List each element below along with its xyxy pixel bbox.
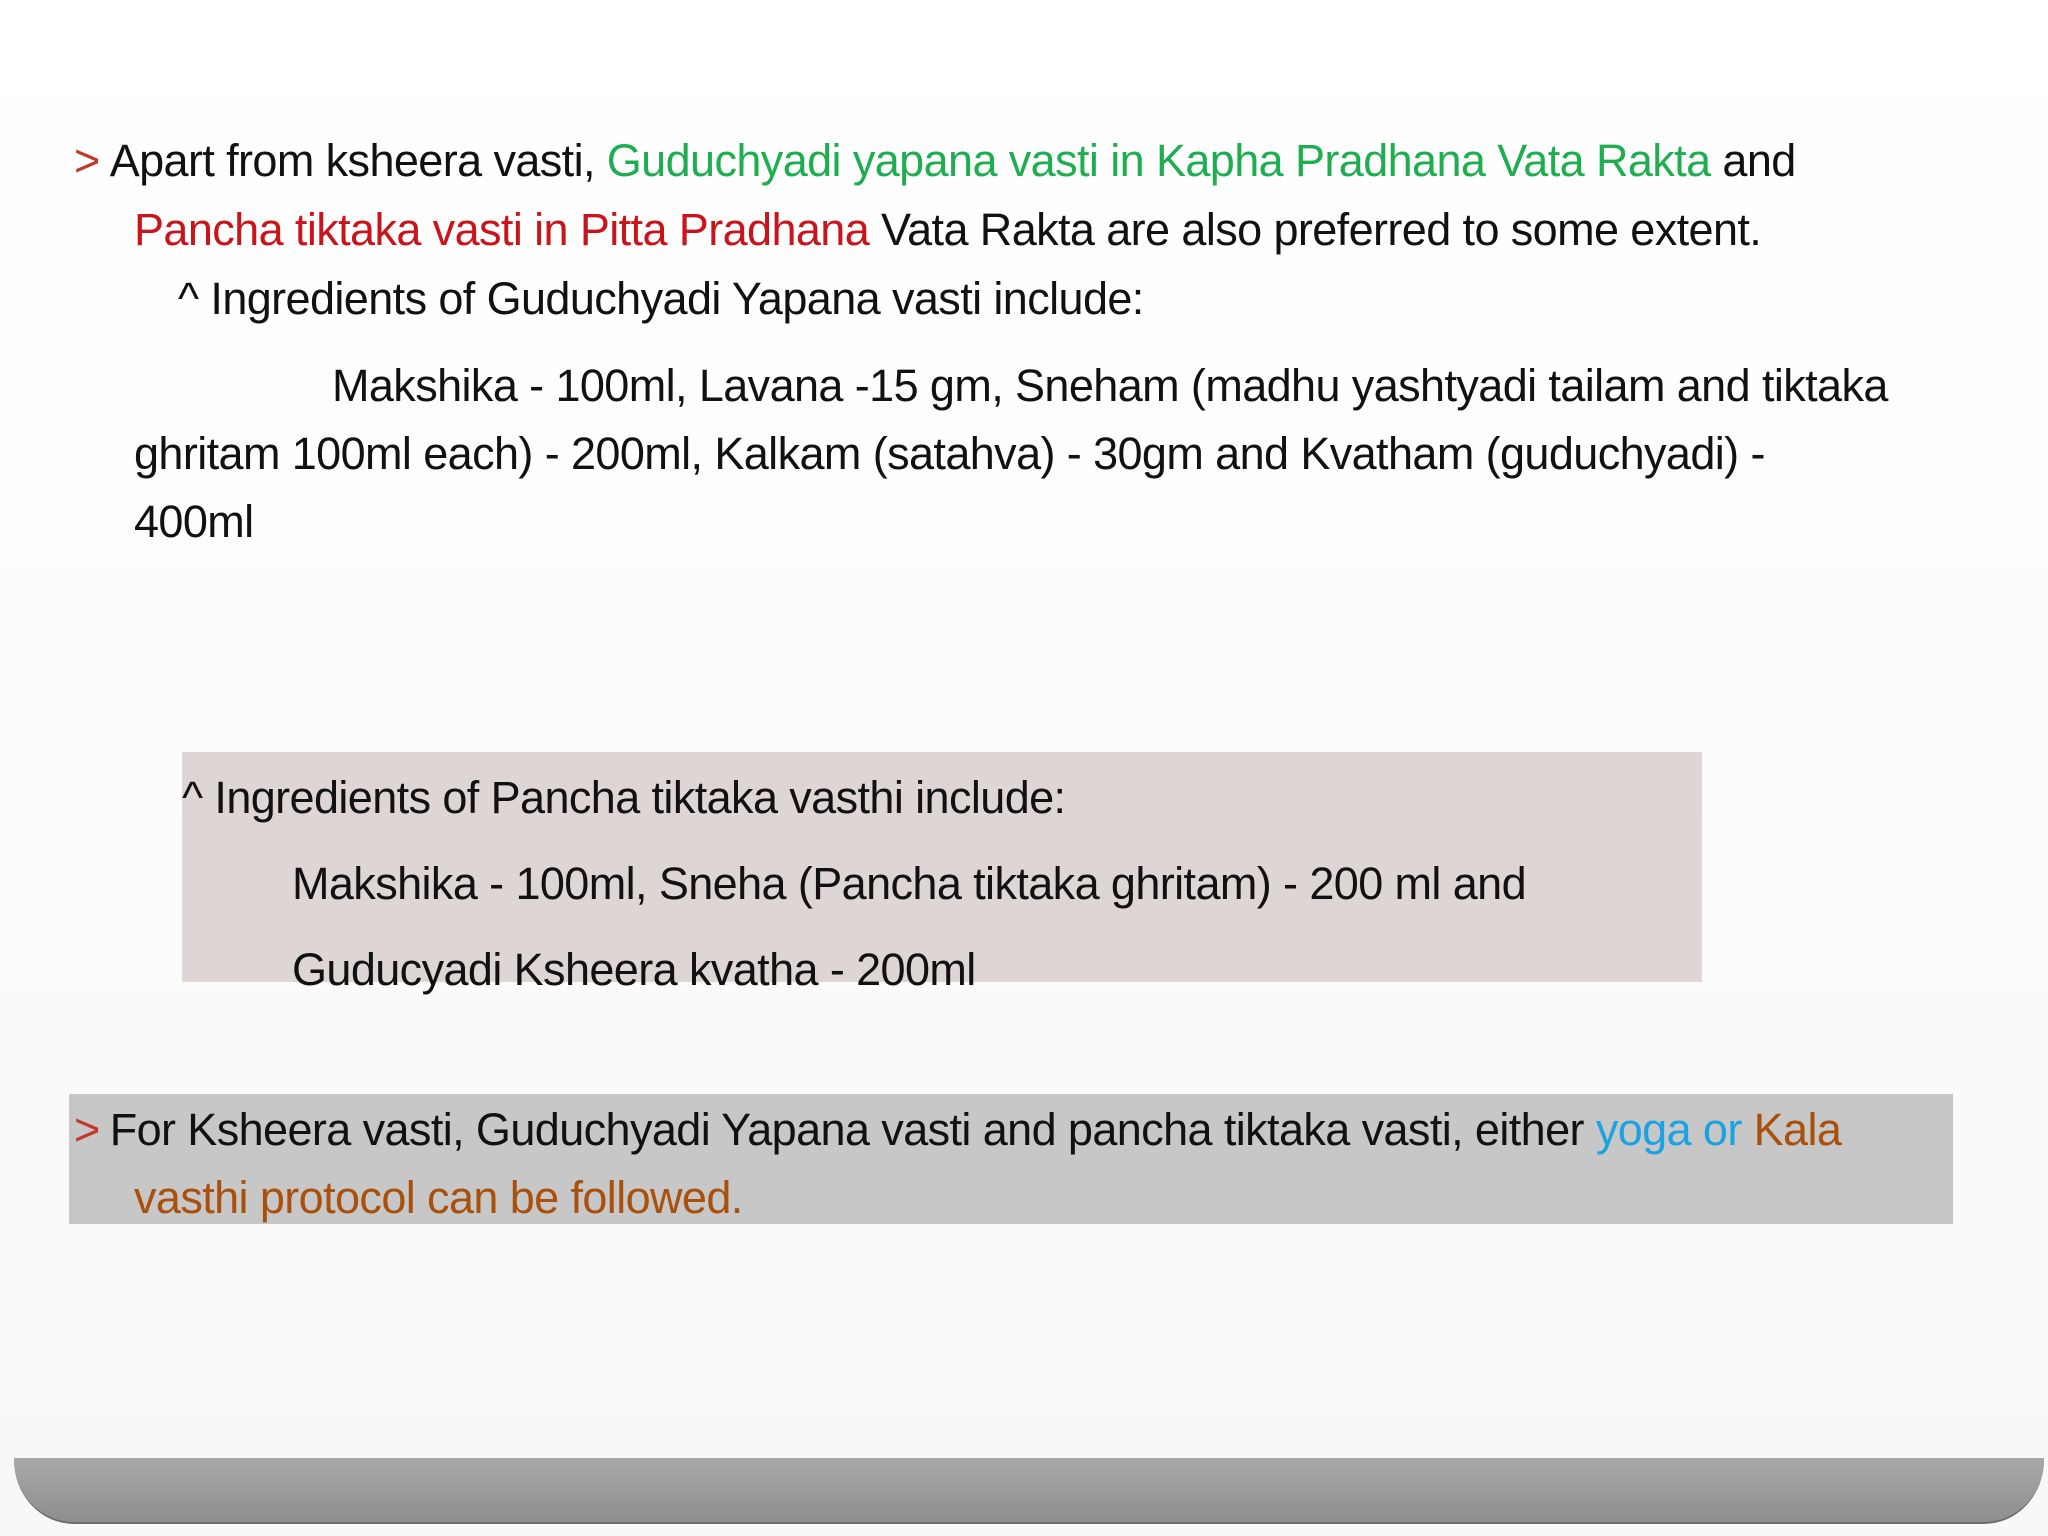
bullet-1-green-text: Guduchyadi yapana vasti in Kapha Pradhana Vata Rakta [606, 135, 1711, 186]
sub-2-heading: ^ Ingredients of Pancha tiktaka vasthi include: [182, 772, 1066, 823]
sub-1-heading: ^ Ingredients of Guduchyadi Yapana vasti include: [178, 273, 1144, 324]
bullet-1-text-c: Vata Rakta are also preferred to some extent. [869, 204, 1762, 255]
bullet-2-brown-text-a: Kala [1741, 1104, 1842, 1155]
bullet-2-line-1 [74, 1096, 1841, 1164]
footer-bar [14, 1458, 2044, 1524]
sub-1-line-3: 400ml [134, 496, 254, 547]
bullet-1-line-1 [74, 127, 1796, 195]
bullet-1-line-2 [134, 196, 1761, 264]
sub-2-line-1: Makshika - 100ml, Sneha (Pancha tiktaka ghritam) - 200 ml and [292, 858, 1526, 909]
bullet-2-line-2 [134, 1164, 743, 1232]
sub-1-line-1: Makshika - 100ml, Lavana -15 gm, Sneham (madhu yashtyadi tailam and tiktaka [332, 360, 1888, 411]
bullet-1-text-b: and [1710, 135, 1796, 186]
bullet-1-text-a: Apart from ksheera vasti, [109, 135, 607, 186]
bullet-2-text-a: For Ksheera vasti, Guduchyadi Yapana vasti and pancha tiktaka vasti, either [109, 1104, 1596, 1155]
sub-1-line-2: ghritam 100ml each) - 200ml, Kalkam (satahva) - 30gm and Kvatham (guduchyadi) - [134, 428, 1765, 479]
bullet-1-red-text: Pancha tiktaka vasti in Pitta Pradhana [134, 204, 870, 255]
bullet-marker: > [74, 1104, 100, 1155]
bullet-2-blue-text: yoga or [1595, 1104, 1742, 1155]
sub-2-line-2: Guducyadi Ksheera kvatha - 200ml [292, 944, 976, 995]
bullet-marker: > [74, 135, 100, 186]
bullet-2-brown-text-b: vasthi protocol can be followed. [134, 1172, 743, 1223]
